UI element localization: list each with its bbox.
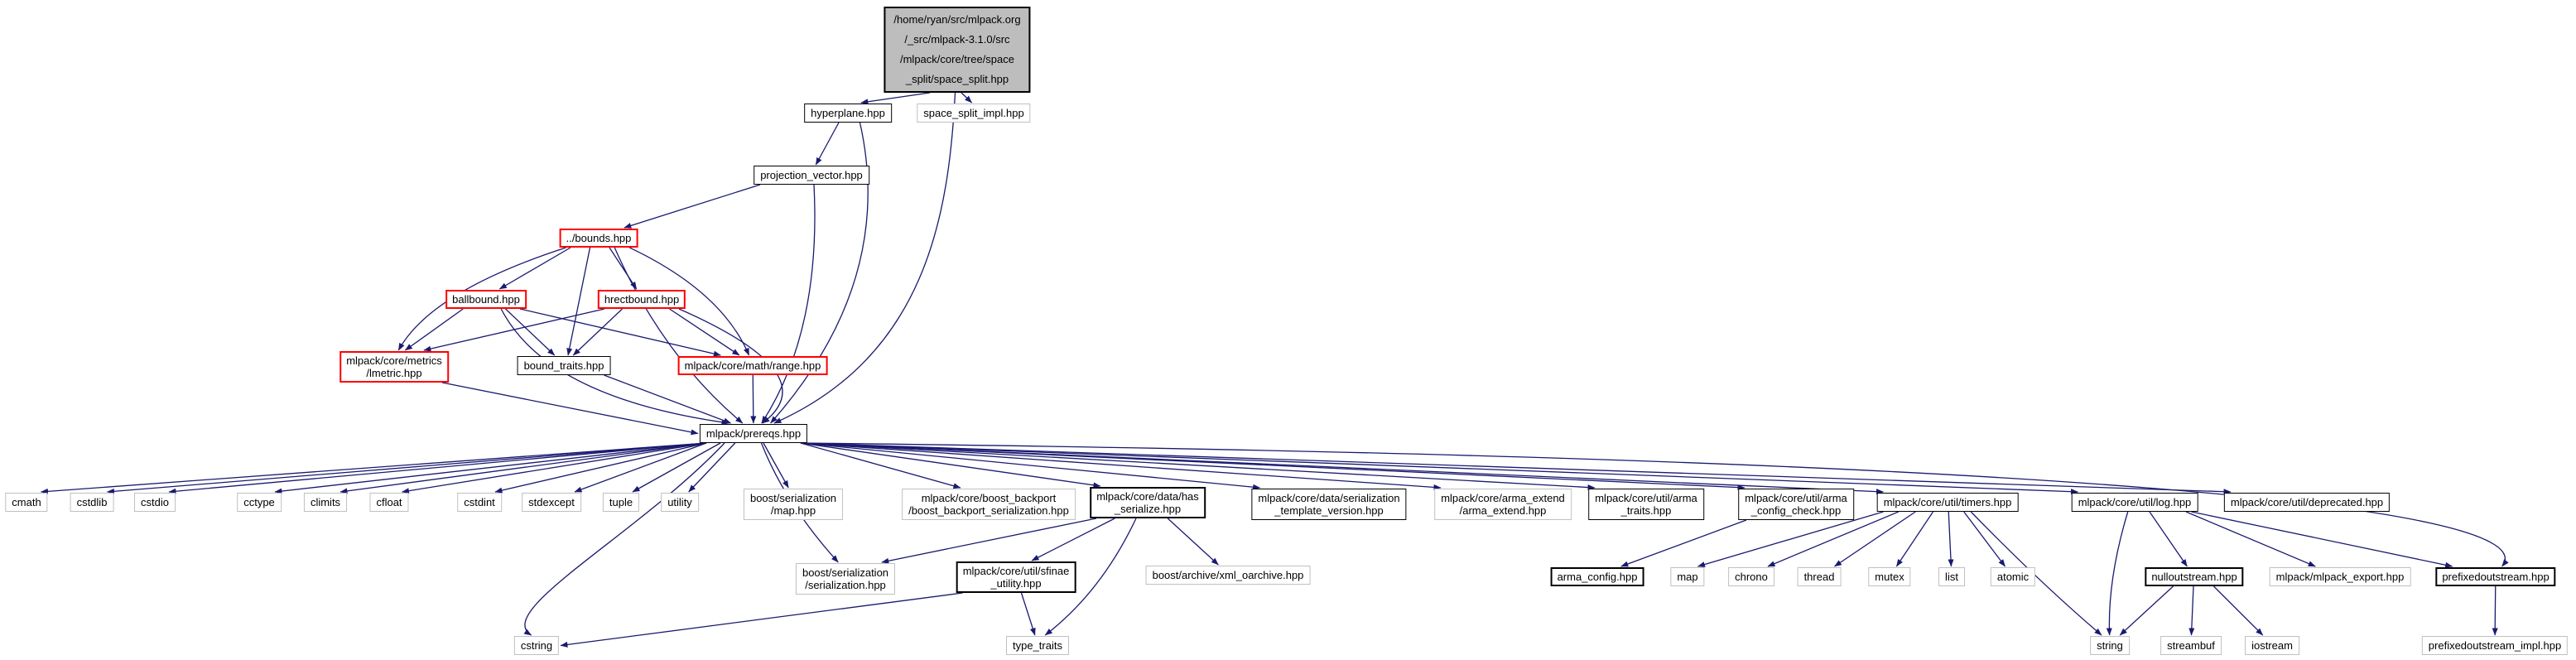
node-has_serialize[interactable] xyxy=(1090,487,1206,518)
node-label-line: mutex xyxy=(1875,571,1904,583)
node-label-line: iostream xyxy=(2251,639,2293,652)
node-hrectbound[interactable] xyxy=(598,290,686,309)
node-label-line: boost/serialization xyxy=(802,566,889,579)
node-map[interactable] xyxy=(1670,567,1704,586)
node-label-line: /map.hpp xyxy=(770,504,816,517)
node-label-line: climits xyxy=(310,496,341,508)
node-label-line: cstring xyxy=(520,639,553,652)
edge-hrectbound-to-lmetric xyxy=(424,309,604,350)
node-range[interactable] xyxy=(678,356,828,375)
node-chrono[interactable] xyxy=(1728,567,1774,586)
edge-lmetric-to-prereqs xyxy=(442,383,698,434)
node-label-line: thread xyxy=(1803,571,1835,583)
node-log[interactable] xyxy=(2072,493,2198,512)
node-label-line: mlpack/core/data/has xyxy=(1096,490,1199,503)
edge-log-to-nulloutstream xyxy=(2150,512,2187,566)
node-arma_traits[interactable] xyxy=(1588,489,1704,520)
node-thread[interactable] xyxy=(1798,567,1842,586)
edge-ballbound-to-bound_traits xyxy=(506,309,555,355)
node-label-line: /home/ryan/src/mlpack.org xyxy=(893,13,1021,26)
node-label-line: mlpack/core/arma_extend xyxy=(1441,492,1565,504)
node-bounds[interactable] xyxy=(560,229,638,248)
node-label-line: projection_vector.hpp xyxy=(760,169,863,181)
edge-prereqs-to-utility xyxy=(689,443,735,492)
node-label-line: _traits.hpp xyxy=(1620,504,1672,517)
edge-ballbound-to-range xyxy=(520,309,720,355)
node-label-line: mlpack/prereqs.hpp xyxy=(705,427,802,440)
node-label-line: hyperplane.hpp xyxy=(811,107,885,119)
node-label-line: cstdlib xyxy=(76,496,108,508)
edge-prereqs-to-cstdlib xyxy=(108,443,707,492)
node-label-line: /boost_backport_serialization.hpp xyxy=(908,504,1069,517)
edge-hyperplane-to-projection_vector xyxy=(816,123,839,165)
edge-has_serialize-to-xml_oarchive xyxy=(1168,518,1218,565)
node-label-line: mlpack/core/math/range.hpp xyxy=(684,359,821,372)
node-mlpack_export[interactable] xyxy=(2270,567,2411,586)
node-label-line: atomic xyxy=(1996,571,2030,583)
edge-arma_config_check-to-arma_config xyxy=(1621,520,1746,566)
edge-bounds-to-bound_traits xyxy=(568,248,590,355)
node-stdexcept[interactable] xyxy=(522,493,581,512)
node-label-line: /serialization.hpp xyxy=(805,579,886,591)
node-type_traits[interactable] xyxy=(1006,636,1069,655)
edge-prefixedoutstream-to-prefixed_impl xyxy=(2495,586,2496,635)
edge-log-to-string xyxy=(2109,512,2127,635)
node-prereqs[interactable] xyxy=(700,424,807,443)
node-list[interactable] xyxy=(1938,567,1965,586)
edge-prereqs-to-arma_traits xyxy=(801,443,1595,488)
edge-projection_vector-to-prereqs xyxy=(762,185,815,423)
node-label-line: mlpack/core/util/timers.hpp xyxy=(1883,496,2012,508)
node-label-line: utility xyxy=(667,496,692,508)
edge-hrectbound-to-bound_traits xyxy=(573,309,622,355)
node-label-line: mlpack/core/util/arma xyxy=(1745,492,1847,504)
node-label-line: ballbound.hpp xyxy=(452,293,520,306)
node-label-line: _utility.hpp xyxy=(990,577,1042,590)
edge-prereqs-to-cmath xyxy=(41,443,707,492)
node-streambuf[interactable] xyxy=(2160,636,2222,655)
node-label-line: prefixedoutstream.hpp xyxy=(2442,571,2550,583)
node-label-line: streambuf xyxy=(2167,639,2215,652)
edge-range-to-prereqs xyxy=(753,375,754,423)
node-cmath[interactable] xyxy=(5,493,47,512)
edge-nulloutstream-to-streambuf xyxy=(2191,586,2193,635)
edge-root-to-space_split_impl xyxy=(961,93,972,103)
edge-prereqs-to-arma_extend xyxy=(801,443,1441,488)
node-ballbound[interactable] xyxy=(445,290,527,309)
node-label-line: ../bounds.hpp xyxy=(566,232,632,244)
node-label-line: boost/archive/xml_oarchive.hpp xyxy=(1152,569,1304,581)
node-mutex[interactable] xyxy=(1868,567,1910,586)
node-label-line: prefixedoutstream_impl.hpp xyxy=(2428,639,2562,652)
node-label-line: /lmetric.hpp xyxy=(366,367,422,379)
node-space_split_impl[interactable] xyxy=(917,104,1030,123)
node-tuple[interactable] xyxy=(603,493,639,512)
edge-prereqs-to-deprecated xyxy=(801,443,2231,492)
edge-has_serialize-to-serialization_hpp xyxy=(882,518,1096,562)
node-label-line: /_src/mlpack-3.1.0/src xyxy=(904,33,1010,46)
node-cstdint[interactable] xyxy=(457,493,502,512)
node-label-line: cctype xyxy=(243,496,275,508)
node-label-line: mlpack/core/data/serialization xyxy=(1258,492,1400,504)
node-cstdlib[interactable] xyxy=(70,493,114,512)
edge-prereqs-to-timers xyxy=(801,443,1884,492)
edge-projection_vector-to-bounds xyxy=(624,185,760,228)
node-label-line: map xyxy=(1677,571,1698,583)
node-arma_config_check[interactable] xyxy=(1738,489,1854,520)
node-cstdio[interactable] xyxy=(134,493,176,512)
node-label-line: mlpack/core/util/sfinae xyxy=(962,565,1070,577)
node-projection_vector[interactable] xyxy=(754,166,869,185)
node-lmetric[interactable] xyxy=(339,351,449,383)
node-map_hpp[interactable] xyxy=(744,489,843,520)
node-label-line: cstdio xyxy=(141,496,169,508)
node-string[interactable] xyxy=(2090,636,2130,655)
node-arma_config[interactable] xyxy=(1551,567,1644,586)
node-label-line: _split/space_split.hpp xyxy=(905,73,1009,85)
edge-bounds-to-hrectbound xyxy=(609,248,637,289)
node-root xyxy=(884,7,1030,93)
node-label-line: _config_check.hpp xyxy=(1750,504,1842,517)
node-label-line: space_split_impl.hpp xyxy=(923,107,1024,119)
node-label-line: list xyxy=(1945,571,1958,583)
node-label-line: bound_traits.hpp xyxy=(523,359,604,372)
edge-nulloutstream-to-iostream xyxy=(2214,586,2263,635)
node-climits[interactable] xyxy=(304,493,347,512)
node-label-line: nulloutstream.hpp xyxy=(2151,571,2237,583)
node-label-line: arma_config.hpp xyxy=(1557,571,1638,583)
node-label-line: hrectbound.hpp xyxy=(604,293,680,306)
edge-timers-to-mutex xyxy=(1896,512,1933,566)
node-hyperplane[interactable] xyxy=(804,104,892,123)
node-timers[interactable] xyxy=(1877,493,2019,512)
node-label-line: mlpack/mlpack_export.hpp xyxy=(2275,571,2405,583)
node-cfloat[interactable] xyxy=(369,493,408,512)
edge-prereqs-to-cfloat xyxy=(402,443,707,492)
edge-timers-to-list xyxy=(1948,512,1951,566)
edge-prereqs-to-log xyxy=(801,443,2078,492)
node-label-line: mlpack/core/metrics xyxy=(346,354,442,367)
node-serialization_hpp[interactable] xyxy=(796,563,895,595)
node-utility[interactable] xyxy=(661,493,699,512)
node-label-line: boost/serialization xyxy=(749,492,837,504)
node-nulloutstream[interactable] xyxy=(2145,567,2243,586)
node-label-line: _serialize.hpp xyxy=(1114,503,1182,515)
node-label-line: /mlpack/core/tree/space xyxy=(899,53,1015,65)
node-label-line: cfloat xyxy=(376,496,402,508)
node-label-line: /arma_extend.hpp xyxy=(1459,504,1547,517)
node-atomic[interactable] xyxy=(1991,567,2035,586)
node-label-line: mlpack/core/util/deprecated.hpp xyxy=(2230,496,2384,508)
node-cstring[interactable] xyxy=(514,636,559,655)
edge-prereqs-to-cstring xyxy=(525,443,725,635)
node-prefixed_impl[interactable] xyxy=(2422,636,2568,655)
node-label-line: type_traits xyxy=(1013,639,1062,652)
edge-root-to-hyperplane xyxy=(861,93,930,103)
node-label-line: mlpack/core/boost_backport xyxy=(921,492,1057,504)
node-label-line: stdexcept xyxy=(528,496,575,508)
node-cctype[interactable] xyxy=(237,493,282,512)
edge-prereqs-to-cstdio xyxy=(169,443,706,492)
edge-timers-to-atomic xyxy=(1964,512,2005,566)
node-label-line: cmath xyxy=(12,496,41,508)
edge-prereqs-to-map_hpp xyxy=(763,443,788,488)
edge-hrectbound-to-range xyxy=(670,309,739,355)
node-sfinae[interactable] xyxy=(956,561,1076,593)
node-ser_tmpl_ver[interactable] xyxy=(1251,489,1406,520)
node-deprecated[interactable] xyxy=(2224,493,2390,512)
node-label-line: chrono xyxy=(1735,571,1768,583)
node-label-line: mlpack/core/util/log.hpp xyxy=(2078,496,2192,508)
edge-sfinae-to-cstring xyxy=(561,593,963,646)
node-label-line: tuple xyxy=(609,496,633,508)
node-prefixedoutstream[interactable] xyxy=(2435,567,2555,586)
node-label-line: cstdint xyxy=(464,496,495,508)
edge-has_serialize-to-sfinae xyxy=(1032,518,1115,561)
node-label-line: mlpack/core/util/arma xyxy=(1595,492,1697,504)
node-label-line: string xyxy=(2097,639,2123,652)
edge-nulloutstream-to-string xyxy=(2120,586,2173,635)
node-iostream[interactable] xyxy=(2245,636,2299,655)
edge-log-to-mlpack_export xyxy=(2186,512,2315,566)
node-boost_backport[interactable] xyxy=(902,489,1076,520)
node-label-line: _template_version.hpp xyxy=(1274,504,1384,517)
edge-sfinae-to-type_traits xyxy=(1022,593,1035,635)
node-arma_extend[interactable] xyxy=(1434,489,1572,520)
node-xml_oarchive[interactable] xyxy=(1146,566,1311,585)
edge-prereqs-to-climits xyxy=(340,443,706,492)
node-bound_traits[interactable] xyxy=(518,356,611,375)
